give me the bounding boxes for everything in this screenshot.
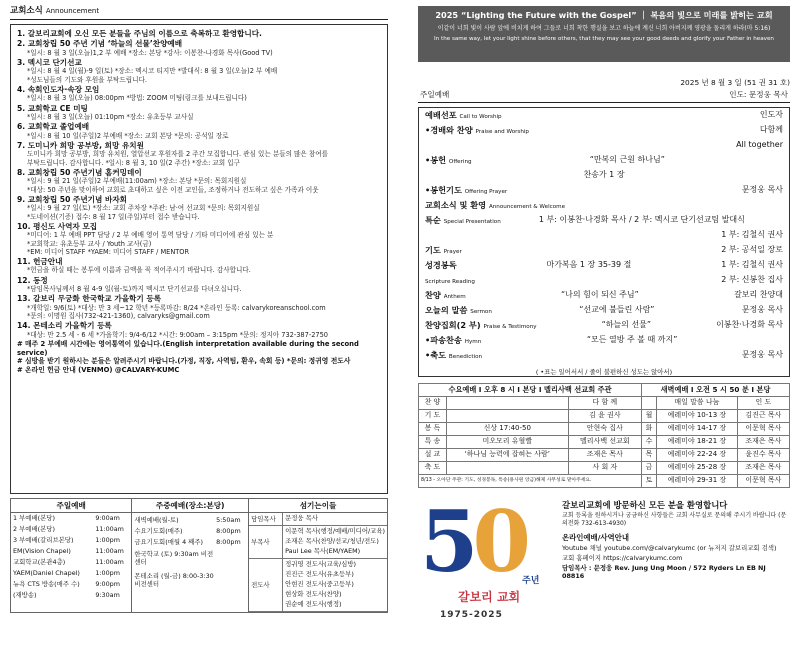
sunday-header: 주일예배: [11, 498, 132, 512]
servant-name: 안현진 전도사(중고등부): [285, 580, 354, 589]
sunday-service-time: 1:00pm: [95, 536, 120, 545]
weekday-service-row: [134, 569, 246, 591]
sunday-service-name: 3 부예배(갈리브본당): [13, 536, 74, 545]
announcement-heading: 8. 교회창립 50 주년기념 홈커밍데이: [17, 167, 142, 177]
announcement-heading: 1. 갈보리교회에 오신 모든 분들을 주님의 이름으로 축복하고 환영합니다.: [17, 28, 262, 38]
announcement-item: [17, 29, 381, 38]
announcement-item: [17, 276, 381, 294]
sunday-service-name: 2 부예배(본당): [13, 525, 55, 534]
order-item-name: [425, 215, 501, 226]
servant-names: [283, 513, 387, 525]
order-item-korean: 성경봉독: [425, 259, 457, 270]
weekday-service-name: 한국학교 (토) 9:30am 비전 센터: [134, 550, 214, 567]
servant-role: 담임목사: [249, 513, 283, 525]
roster-cell: [446, 461, 568, 474]
banner-korean-verse: 이같이 너희 빛이 사람 앞에 비치게 하여 그들로 너희 착한 행실을 보고 하늘에 계신 너희 아버지께 영광을 돌리게 하라(마 5:16): [437, 25, 771, 33]
roster-cell: 목: [642, 448, 657, 461]
order-item-leader: All together: [736, 139, 783, 149]
servant-name: 문정웅 목사: [285, 514, 318, 523]
order-item-name: [425, 305, 492, 316]
worship-order-row: [425, 155, 783, 170]
announcement-heading: 6. 교회학교 졸업예배: [17, 122, 90, 132]
welcome-title: 갈보리교회에 방문하신 모든 분을 환영합니다: [562, 499, 728, 510]
announcements-title: 교회소식 Announcement: [10, 6, 388, 20]
announcement-item: [17, 222, 381, 256]
servant-name: 진진근 전도사(유초등부): [285, 570, 354, 579]
sunday-service-time: 11:00am: [95, 558, 124, 567]
order-item-name: [425, 290, 466, 301]
youtube-link[interactable]: Youtube 채널 youtube.com/@calvarykumc (or 뉴저지 갈보리교회 검색): [562, 544, 777, 553]
roster-row: [419, 448, 790, 461]
roster-cell: 이문혁 목사: [737, 474, 789, 487]
worship-header: [418, 90, 790, 102]
service-roster: [418, 383, 790, 488]
anniversary-logo: [418, 491, 558, 648]
homepage-link[interactable]: 교회 홈페이지 https://calvarykumc.com: [562, 554, 683, 563]
worship-order-row: [425, 275, 783, 290]
roster-row: [419, 396, 790, 409]
roster-cell: [642, 396, 657, 409]
announcement-detail: *성도님들의 기도와 후원을 부탁드립니다.: [27, 75, 147, 84]
announcement-detail: *담임목사님께서 8 월 4-9 일(월-토)까지 멕시코 단기선교를 다녀오십니다.: [27, 285, 242, 294]
servant-names: [283, 559, 387, 611]
roster-cell: 인 도: [737, 396, 789, 409]
bulletin-date: 2025 년 8 월 3 일 (51 권 31 호): [680, 78, 790, 87]
order-item-korean: •파송찬송: [425, 334, 462, 345]
announcement-detail: *문의: 이명원 집사(732-421-1360), calvaryks@gmail.com: [27, 312, 210, 321]
announcement-heading: 3. 멕시코 단기선교: [17, 57, 82, 67]
order-item-english: Praise and Worship: [475, 128, 529, 135]
announcement-note: # 심방을 받기 원하시는 분들은 알려주시기 바랍니다.(가정, 직장, 사역팀, 환우, 속회 등) *문의: 정귀영 전도사: [17, 357, 351, 366]
sunday-service-time: 1:00pm: [95, 569, 120, 578]
dawn-header: 새벽예배 I 오전 5 시 50 분 I 본당: [642, 383, 790, 396]
announcement-item: [17, 294, 381, 320]
order-item-name: [425, 110, 502, 121]
roster-cell: 예레미야 29-31 장: [656, 474, 737, 487]
roster-row: [419, 409, 790, 422]
order-item-content: 찬송가 1 장: [583, 169, 625, 179]
order-item-content: 1 부: 이봉찬·나경화 목사 / 2 부: 멕시코 단기선교팀 발대식: [538, 214, 745, 224]
roster-cell: [446, 409, 568, 422]
weekday-service-time: 5:50am: [216, 515, 241, 524]
servant-name: 정귀영 전도사(교육/심방): [285, 560, 356, 569]
order-item-english: Anthem: [443, 293, 466, 300]
left-column: [10, 6, 388, 646]
order-item-english: Announcement & Welcome: [488, 203, 566, 210]
worship-leader: 인도: 문정웅 목사: [729, 90, 788, 100]
order-item-name: [425, 245, 462, 256]
order-item-english: Offering Prayer: [464, 188, 508, 195]
roster-cell: 예레미야 18-21 장: [656, 435, 737, 448]
roster-cell: 토: [642, 474, 657, 487]
roster-cell: [446, 396, 568, 409]
servant-name: 권순예 전도사(행정): [285, 600, 342, 609]
sunday-service-time: 9:00am: [95, 514, 120, 523]
order-item-korean: 오늘의 말씀: [425, 304, 468, 315]
order-item-english: Call to Worship: [459, 113, 502, 120]
order-item-korean: 기도: [425, 244, 441, 255]
theme-banner: [418, 6, 790, 62]
order-item-content: 마가복음 1 장 35-39 절: [546, 259, 632, 269]
order-item-name: [425, 200, 565, 211]
logo-year-range: 1975-2025: [440, 609, 503, 620]
announcement-item: [17, 195, 381, 221]
order-item-content: “선교에 불들린 사람”: [579, 304, 655, 314]
roster-cell: 매일 말씀 나눔: [656, 396, 737, 409]
announcement-item: [17, 321, 381, 339]
announcement-detail: 부탁드립니다. 감사합니다. *일시: 8 월 3, 10 일(2 주간) *장소: 교회 입구: [27, 158, 240, 167]
servant-name: 조재은 목사(찬양/선교/청년/전도): [285, 537, 379, 546]
roster-row: [419, 461, 790, 474]
roster-cell: 조재은 목사: [568, 448, 641, 461]
worship-order-row: [425, 335, 783, 350]
roster-row: [419, 422, 790, 435]
banner-title: 2025 “Lighting the Future with the Gospel” ｜ 복음의 빛으로 미래를 밝히는 교회: [435, 10, 773, 20]
announcement-detail: *교회학교: 유초등부 교사 / Youth 교사(금): [27, 239, 152, 248]
order-item-english: Special Presentation: [443, 218, 501, 225]
announcement-detail: *대상: 50 주년을 맞이하여 교회로 초대하고 싶은 이전 교인들, 조정하거나 전도하고 싶은 가족과 이웃: [27, 185, 319, 194]
announcement-item: [17, 85, 381, 103]
worship-order-row: [425, 320, 783, 335]
servants-cell: [249, 513, 388, 613]
roster-cell: 특 송: [419, 435, 447, 448]
roster-cell: 신상 17:40-50: [446, 422, 568, 435]
order-item-korean: 찬양집회(2 부): [425, 319, 481, 330]
fifty-logo-icon: 50: [420, 491, 525, 591]
announcement-heading: 2. 교회창립 50 주년 기념 ‘하늘의 선물’찬양예배: [17, 39, 183, 49]
order-item-content: “만복의 근원 하나님”: [589, 154, 665, 164]
announcement-item: [17, 122, 381, 140]
roster-cell: 화: [642, 422, 657, 435]
right-column: [418, 6, 790, 646]
announcement-heading: 5. 교회학교 CE 미팅: [17, 103, 88, 113]
roster-cell: 윤진수 목사: [737, 448, 789, 461]
worship-label: 주일예배: [420, 90, 450, 100]
weekday-cell: [132, 513, 249, 613]
servant-name: 이문혁 목사(행정/예배/미디어/교육): [285, 527, 385, 536]
announcement-heading: 7. 도미니카 희망 공부방, 희망 유치원: [17, 140, 144, 150]
roster-cell: 금: [642, 461, 657, 474]
announcement-note: # 매주 2 부예배 시간에는 영어통역이 있습니다.(English interpretation available during the second service): [17, 340, 359, 357]
order-item-name: [425, 260, 457, 271]
announcement-detail: 도미니카 희망 공부방, 희망 유치원, 열압선교 후원자를 2 주간 모집합니다. 관심 있는 분들의 많은 참여를: [27, 150, 328, 159]
welcome-text: 교회 등록을 원하시거나 궁금하신 사항들은 교회 사무실로 문의해 주시기 바랍니다 (문의전화 732-613-4930): [562, 512, 787, 527]
announcements-box: [10, 24, 388, 494]
servant-role: 부목사: [249, 526, 283, 558]
announcement-heading: 9. 교회창립 50 주년기념 바자회: [17, 194, 128, 204]
order-item-korean: •경배와 찬양: [425, 124, 473, 135]
worship-order-row: [425, 215, 783, 230]
roster-cell: 이문혁 목사: [737, 422, 789, 435]
worship-order-row: [425, 140, 783, 155]
sunday-service-time: 9:30am: [95, 591, 120, 600]
order-item-korean: 특순: [425, 214, 441, 225]
servant-name: Paul Lee 목사(EM/YAEM): [285, 547, 361, 556]
online-heading: 온라인예배/사역안내: [562, 533, 629, 543]
order-item-korean: 찬양: [425, 289, 441, 300]
servant-names: [283, 526, 387, 558]
worship-order-row: [425, 260, 783, 275]
weekday-service-name: 몬테소리 (월-금) 8:00-3:30 비전센터: [134, 572, 214, 589]
weekday-service-row: [134, 536, 246, 547]
roster-cell: 찬 양: [419, 396, 447, 409]
worship-order-row: [425, 110, 783, 125]
roster-cell: 조재은 목사: [737, 461, 789, 474]
order-item-english: Sermon: [470, 308, 492, 315]
announcement-detail: *EM: 미디어 STAFF *YAEM: 미디어 STAFF / MENTOR: [27, 247, 190, 256]
servant-row: [249, 559, 387, 612]
announcement-detail: *일시: 9 월 21 일(주일)2 부예배(11:00am) *장소: 본당 *문의: 목회지원실: [27, 177, 247, 186]
church-info: [558, 498, 790, 648]
order-item-english: Scripture Reading: [425, 278, 475, 285]
sunday-service-name: 뉴욕 CTS 방송(매주 수): [13, 580, 80, 589]
order-item-english: Prayer: [443, 248, 462, 255]
weekday-service-name: 수요기도회(매주): [134, 526, 183, 535]
worship-order-row: [425, 185, 783, 200]
order-item-leader: 2 부: 공석일 장로: [721, 244, 783, 254]
announcement-detail: *개학일: 9/6(토) *대상: 만 3 세~12 학년 *등록마감: 8/24 *온라인 등록: calvarykoreanschool.com: [27, 303, 326, 312]
announcement-item: [17, 141, 381, 167]
order-item-korean: •봉헌기도: [425, 184, 462, 195]
roster-footnote: 8/13 - 오아단 주관: 기도, 성경봉독, 특송(용사원 앙금)해제 사무성로 맡아주세요.: [419, 474, 642, 487]
announcement-item: [17, 39, 381, 57]
order-of-worship: [418, 107, 790, 377]
roster-cell: 조재은 목사: [737, 435, 789, 448]
sunday-service-name: (재방송): [13, 591, 37, 600]
logo-church-name: 갈보리 교회: [458, 589, 521, 604]
roster-cell: 기 도: [419, 409, 447, 422]
roster-cell: 미오모리 유혈빨: [446, 435, 568, 448]
pastor-address: 담임목사 : 문정웅 Rev. Jung Ung Moon / 572 Ryders Ln EB NJ 08816: [562, 564, 766, 581]
roster-row: [419, 435, 790, 448]
servant-row: [249, 526, 387, 559]
weekday-service-time: 8:00pm: [216, 526, 241, 535]
weekday-header: 주중예배(장소:본당): [132, 498, 249, 512]
roster-cell: 예레미야 14-17 장: [656, 422, 737, 435]
announcement-detail: *일시: 9 월 27 일(토) *장소: 교회 주차장 *주관: 남·여 선교회 *문의: 목회지원실: [27, 204, 260, 213]
announcement-item: [17, 58, 381, 84]
announcement-item: [17, 168, 381, 194]
order-item-leader: 문정웅 목사: [741, 184, 783, 194]
worship-order-row: [425, 125, 783, 140]
sunday-service-time: 11:00am: [95, 547, 124, 556]
announcement-detail: *일시: 8 월 10 일(주일)2 부예배 *장소: 교회 본당 *문의: 공석일 장로: [27, 131, 229, 140]
sunday-service-name: 1 부예배(본당): [13, 514, 55, 523]
announcement-item: [17, 257, 381, 275]
sunday-service-time: 11:00am: [95, 525, 124, 534]
order-item-korean: 교회소식 및 환영: [425, 199, 487, 210]
announcement-detail: *미디어: 1 부 예배 PPT 담당 / 2 부 예배 영어 통역 담당 / 기타 미디어에 관심 있는 분: [27, 231, 274, 240]
order-item-leader: 인도자: [759, 109, 783, 119]
worship-order-row: [425, 305, 783, 320]
order-item-name: [425, 125, 529, 136]
announcement-detail: *일시: 8 월 4 일(월)-9 일(토) *장소: 멕시코 티지만 *발대식: 8 월 3 일(오늘)2 부 예배: [27, 67, 278, 76]
roster-cell: 예레미야 22-24 장: [656, 448, 737, 461]
logo-years-label: 주년: [522, 575, 540, 586]
announcement-heading: 11. 헌금안내: [17, 256, 63, 266]
worship-order-row: [425, 170, 783, 185]
order-item-leader: 이봉찬·나경화 목사: [716, 319, 783, 329]
order-item-name: [425, 185, 507, 196]
worship-order-row: [425, 290, 783, 305]
order-item-name: [425, 320, 537, 331]
weekday-service-row: [134, 514, 246, 525]
weekday-service-time: 8:00pm: [216, 537, 241, 546]
order-item-korean: •축도: [425, 349, 447, 360]
order-item-english: Praise & Testimony: [483, 323, 537, 330]
order-item-leader: 1 부: 김철식 권사: [721, 259, 783, 269]
order-item-english: Offering: [448, 158, 472, 165]
order-item-korean: 예배선포: [425, 109, 457, 120]
sunday-service-name: EM(Vision Chapel): [13, 547, 71, 556]
order-item-name: [425, 335, 481, 346]
weekday-service-name: 금요기도회(매월 4 째주): [134, 537, 204, 546]
roster-cell: 안현숙 집사: [568, 422, 641, 435]
order-item-name: [425, 275, 475, 286]
roster-cell: 봉 독: [419, 422, 447, 435]
schedule-table: [10, 498, 388, 613]
weekday-service-row: [134, 547, 246, 569]
order-item-content: “나의 힘이 되신 주님”: [561, 289, 639, 299]
order-item-leader: 다함께: [759, 124, 783, 134]
order-item-leader: 갈보리 찬양대: [734, 289, 783, 299]
order-item-content: “모든 열방 주 볼 때 까지”: [586, 334, 678, 344]
announcement-heading: 13. 갈보리 무궁화 한국학교 가을학기 등록: [17, 294, 162, 304]
order-item-english: Hymn: [464, 338, 482, 345]
announcement-detail: *도네이션(기증) 접수: 8 월 17 일(주일)부터 접수 받습니다.: [27, 212, 200, 221]
worship-order-row: [425, 200, 783, 215]
roster-cell: 예레미야 25-28 장: [656, 461, 737, 474]
roster-cell: 멜리사백 선교회: [568, 435, 641, 448]
order-item-korean: •봉헌: [425, 154, 447, 165]
order-item-name: [425, 350, 482, 361]
roster-cell: 다 함 께: [568, 396, 641, 409]
servant-role: 전도사: [249, 559, 283, 611]
order-item-leader: 1 부: 김철식 권사: [721, 229, 783, 239]
roster-cell: 사 회 자: [568, 461, 641, 474]
announcement-item: [17, 104, 381, 122]
roster-cell: 월: [642, 409, 657, 422]
weekday-service-row: [134, 525, 246, 536]
roster-cell: 김 윤 권사: [568, 409, 641, 422]
roster-cell: 축 도: [419, 461, 447, 474]
announcement-heading: 14. 몬테소리 가을학기 등록: [17, 321, 112, 331]
worship-note: ( •표는 일어서서 / 줄이 불편하신 성도는 앉아서): [535, 367, 673, 376]
announcement-heading: 10. 평신도 사역자 모집: [17, 221, 98, 231]
banner-english-verse: In the same way, let your light shine before others, that they may see your good deeds and glorify your Father in heaven: [434, 35, 774, 42]
roster-row: [419, 474, 790, 487]
worship-order-row: [425, 350, 783, 365]
order-item-leader: 문정웅 목사: [741, 304, 783, 314]
roster-cell: 예레미야 10-13 장: [656, 409, 737, 422]
order-item-leader: 2 부: 신봉찬 집사: [721, 274, 783, 284]
sunday-cell: [11, 513, 132, 613]
roster-cell: 김진근 목사: [737, 409, 789, 422]
weekday-service-name: 새벽예배(월-토): [134, 515, 179, 524]
sunday-service-time: 9:00pm: [95, 580, 120, 589]
sunday-service-name: 교회학교(본관4층): [13, 558, 66, 567]
worship-order-row: [425, 245, 783, 260]
order-item-leader: 문정웅 목사: [741, 349, 783, 359]
order-item-english: Benediction: [448, 353, 483, 360]
servants-header: 섬기는이들: [249, 498, 388, 512]
sunday-service-name: YAEM(Daniel Chapel): [13, 569, 80, 578]
announcement-heading: 4. 속회인도자·속장 모임: [17, 84, 100, 94]
roster-cell: ‘하나님 능력에 잡혀는 사람’: [446, 448, 568, 461]
roster-cell: 설 교: [419, 448, 447, 461]
footer-area: [418, 491, 790, 648]
announcement-heading: 12. 동정: [17, 275, 48, 285]
announcement-detail: *일시: 8 월 3 일(오늘)1,2 부 예배 *장소: 본당 *강사: 이봉찬-나경화 목사(Good TV): [27, 48, 273, 57]
worship-order-row: [425, 230, 783, 245]
servant-name: 현상화 전도사(찬양): [285, 590, 342, 599]
announcement-detail: *대상: 만 2.5 세 - 6 세 *가을학기: 9/4-6/12 *시간: 9:00am – 3:15pm *문의: 정지아 732-387-2750: [27, 330, 328, 339]
servant-row: [249, 513, 387, 526]
announcement-detail: *일시: 8 월 3 일(오늘) 01:10pm *장소: 유초등부 교사실: [27, 112, 194, 121]
wednesday-header: 수요예배 I 오후 8 시 I 본당 I 멜리사백 선교회 주관: [419, 383, 642, 396]
announcement-detail: *일시: 8 월 3 일(오늘) 08:00pm *방법: ZOOM 미팅(링크를 보내드립니다): [27, 94, 247, 103]
order-item-name: [425, 155, 472, 166]
announcement-note: # 온라인 헌금 안내 (VENMO) @CALVARY-KUMC: [17, 365, 180, 374]
announcement-detail: *헌금을 하실 때는 봉투에 이름과 금액을 꼭 적어주시기 바랍니다. 감사합니다.: [27, 266, 251, 275]
order-item-content: “하늘의 선물”: [601, 319, 652, 329]
roster-cell: 수: [642, 435, 657, 448]
